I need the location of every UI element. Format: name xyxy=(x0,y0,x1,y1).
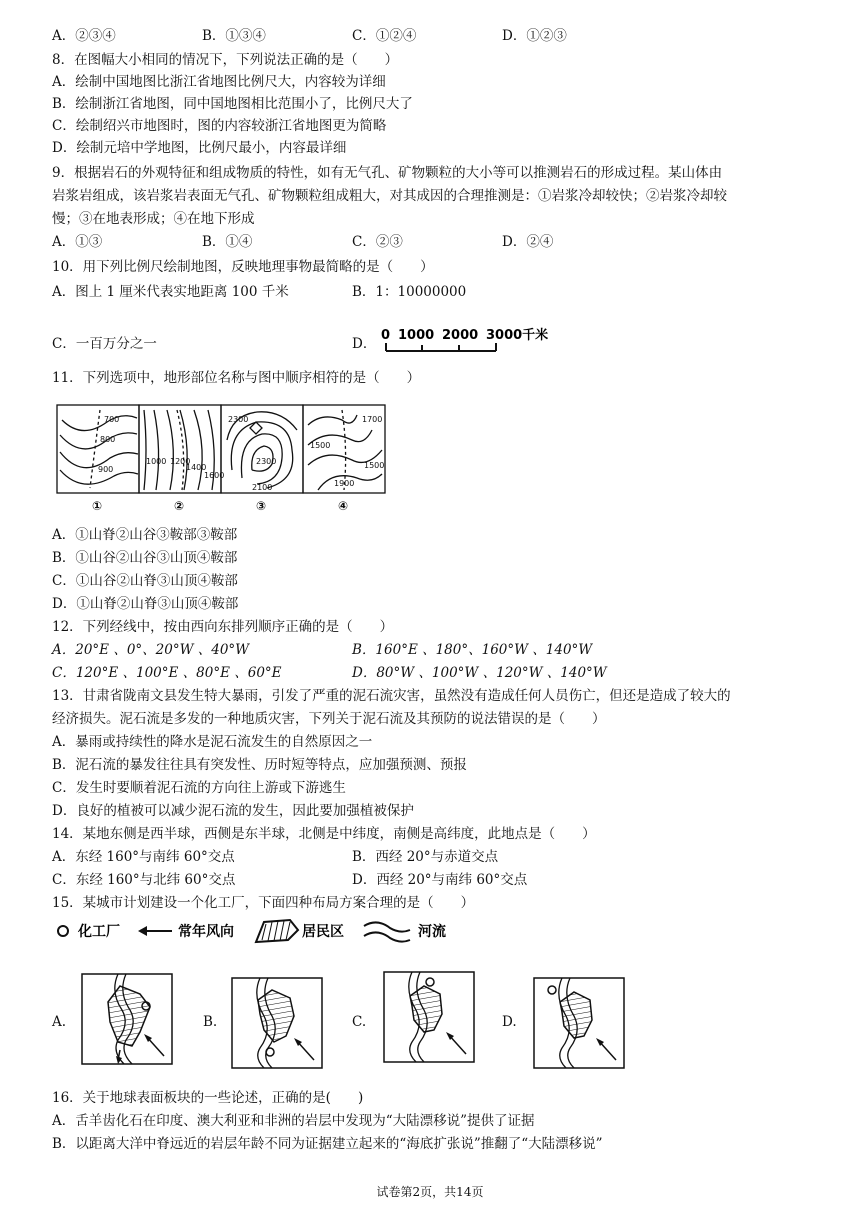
q16-option-a: A．舌羊齿化石在印度、澳大利亚和非洲的岩层中发现为“大陆漂移说”提供了证据 xyxy=(52,1113,535,1129)
factory-icon xyxy=(266,1048,274,1056)
q12-option-a: A．20°E 、0°、20°W 、40°W xyxy=(52,642,250,658)
scale-label-2000: 2000 xyxy=(442,328,479,343)
q15-option-a-label: A. xyxy=(52,1014,67,1030)
contour-label-1500-right: 1500 xyxy=(364,461,385,470)
q11-option-a: A．①山脊②山谷③鞍部③鞍部 xyxy=(52,527,238,543)
q7-option-d: D．①②③ xyxy=(502,28,567,44)
q10-option-d: D． xyxy=(352,336,377,352)
q8-option-c: C．绘制绍兴市地图时，图的内容较浙江省地图更为简略 xyxy=(52,118,387,134)
q12-option-b: B．160°E 、180°、160°W 、140°W xyxy=(352,642,593,658)
scale-label-3000: 3000千米 xyxy=(486,328,549,343)
q9-stem-line-2: 岩浆岩组成，该岩浆岩表面无气孔、矿物颗粒组成粗大，对其成因的合理推测是：①岩浆冷却较快；②岩浆冷却较 xyxy=(52,188,727,204)
q8-option-b: B．绘制浙江省地图，同中国地图相比范围小了，比例尺大了 xyxy=(52,96,413,112)
q13-stem-line-1: 13．甘肃省陇南文县发生特大暴雨，引发了严重的泥石流灾害，虽然没有造成任何人员伤亡，但还是造成了较大的 xyxy=(52,688,731,704)
q7-option-c: C．①②④ xyxy=(352,28,417,44)
q15-stem: 15．某城市计划建设一个化工厂，下面四种布局方案合理的是（ ） xyxy=(52,895,475,911)
panel-label-4: ④ xyxy=(338,499,349,513)
q12-option-d: D．80°W 、100°W 、120°W 、140°W xyxy=(352,665,607,681)
scale-label-0: 0 xyxy=(381,328,391,343)
q13-option-a: A．暴雨或持续性的降水是泥石流发生的自然原因之一 xyxy=(52,734,373,750)
page-footer: 试卷第2页，共14页 xyxy=(376,1185,484,1199)
q15-option-b-label: B. xyxy=(203,1014,218,1030)
q12-stem: 12．下列经线中，按由西向东排列顺序正确的是（ ） xyxy=(52,619,394,635)
factory-icon xyxy=(548,986,556,994)
q10-scale-bar xyxy=(378,323,558,357)
q9-option-c: C．②③ xyxy=(352,234,403,250)
panel-1-frame xyxy=(57,405,139,493)
contour-label-1700: 1700 xyxy=(362,415,383,424)
contour-label-1200: 1200 xyxy=(170,457,191,466)
q8-stem: 8．在图幅大小相同的情况下，下列说法正确的是（ ） xyxy=(52,52,399,68)
q15-option-d-label: D. xyxy=(502,1014,517,1030)
q11-option-b: B．①山谷②山谷③山顶④鞍部 xyxy=(52,550,238,566)
q14-option-d: D．西经 20°与南纬 60°交点 xyxy=(352,872,528,888)
q9-option-b: B．①④ xyxy=(202,234,253,250)
river-legend-icon xyxy=(364,922,410,941)
q9-option-a: A．①③ xyxy=(52,234,103,250)
contour-label-1500-left: 1500 xyxy=(310,441,331,450)
q10-stem: 10．用下列比例尺绘制地图，反映地理事物最简略的是（ ） xyxy=(52,259,434,275)
legend-river-label: 河流 xyxy=(418,924,446,940)
contour-label-2300-top: 2300 xyxy=(228,415,249,424)
legend-wind-label: 常年风向 xyxy=(178,924,234,940)
q10-option-a: A．图上 1 厘米代表实地距离 100 千米 xyxy=(52,284,289,300)
q14-option-a: A．东经 160°与南纬 60°交点 xyxy=(52,849,235,865)
factory-legend-icon xyxy=(58,926,68,936)
q10-option-b: B．1：10000000 xyxy=(352,284,467,300)
panel-label-3: ③ xyxy=(256,499,267,513)
q15-option-c-label: C. xyxy=(352,1014,367,1030)
q8-option-d: D．绘制元培中学地图，比例尺最小，内容最详细 xyxy=(52,140,347,156)
factory-icon xyxy=(426,978,434,986)
q11-stem: 11．下列选项中，地形部位名称与图中顺序相符的是（ ） xyxy=(52,370,421,386)
q15-map-c xyxy=(382,970,478,1066)
panel-label-2: ② xyxy=(174,499,185,513)
q14-option-c: C．东经 160°与北纬 60°交点 xyxy=(52,872,236,888)
q15-legend xyxy=(52,916,482,946)
contour-label-900: 900 xyxy=(98,465,114,474)
q9-stem-line-1: 9．根据岩石的外观特征和组成物质的特性，如有无气孔、矿物颗粒的大小等可以推测岩石的形成过程。某山体由 xyxy=(52,165,723,181)
legend-factory-label: 化工厂 xyxy=(78,924,120,940)
scale-label-1000: 1000 xyxy=(398,328,435,343)
contour-label-2300-mid: 2300 xyxy=(256,457,277,466)
q11-option-c: C．①山谷②山脊③山顶④鞍部 xyxy=(52,573,238,589)
q7-option-b: B．①③④ xyxy=(202,28,266,44)
contour-label-1000: 1000 xyxy=(146,457,167,466)
contour-label-800: 800 xyxy=(100,435,116,444)
contour-label-2100: 2100 xyxy=(252,483,273,492)
q8-option-a: A．绘制中国地图比浙江省地图比例尺大，内容较为详细 xyxy=(52,74,386,90)
q13-option-d: D．良好的植被可以减少泥石流的发生，因此要加强植被保护 xyxy=(52,803,414,819)
q16-option-b: B．以距离大洋中脊远近的岩层年龄不同为证据建立起来的“海底扩张说”推翻了“大陆漂移说” xyxy=(52,1136,603,1152)
contour-label-700: 700 xyxy=(104,415,120,424)
q13-option-c: C．发生时要顺着泥石流的方向往上游或下游逃生 xyxy=(52,780,346,796)
q9-stem-line-3: 慢；③在地表形成；④在地下形成 xyxy=(52,211,255,227)
q11-contour-figure xyxy=(52,400,392,518)
q12-option-c: C．120°E 、100°E 、80°E 、60°E xyxy=(52,665,282,681)
q11-option-d: D．①山脊②山脊③山顶④鞍部 xyxy=(52,596,239,612)
q15-map-d xyxy=(532,976,628,1072)
q14-option-b: B．西经 20°与赤道交点 xyxy=(352,849,499,865)
q16-stem: 16．关于地球表面板块的一些论述，正确的是( ) xyxy=(52,1090,364,1106)
contour-label-1400: 1400 xyxy=(186,463,207,472)
legend-residential-label: 居民区 xyxy=(302,924,344,940)
q13-stem-line-2: 经济损失。泥石流是多发的一种地质灾害，下列关于泥石流及其预防的说法错误的是（ ） xyxy=(52,711,606,727)
q9-option-d: D．②④ xyxy=(502,234,554,250)
q13-option-b: B．泥石流的暴发往往具有突发性、历时短等特点，应加强预测、预报 xyxy=(52,757,467,773)
q10-option-c: C．一百万分之一 xyxy=(52,336,157,352)
residential-legend-icon xyxy=(256,920,298,942)
panel-label-1: ① xyxy=(92,499,103,513)
contour-label-1900: 1900 xyxy=(334,479,355,488)
q15-map-a xyxy=(80,972,176,1068)
contour-label-1600: 1600 xyxy=(204,471,225,480)
q14-stem: 14．某地东侧是西半球，西侧是东半球，北侧是中纬度，南侧是高纬度，此地点是（ ） xyxy=(52,826,596,842)
q7-option-a: A．②③④ xyxy=(52,28,116,44)
q15-map-b xyxy=(230,976,326,1072)
